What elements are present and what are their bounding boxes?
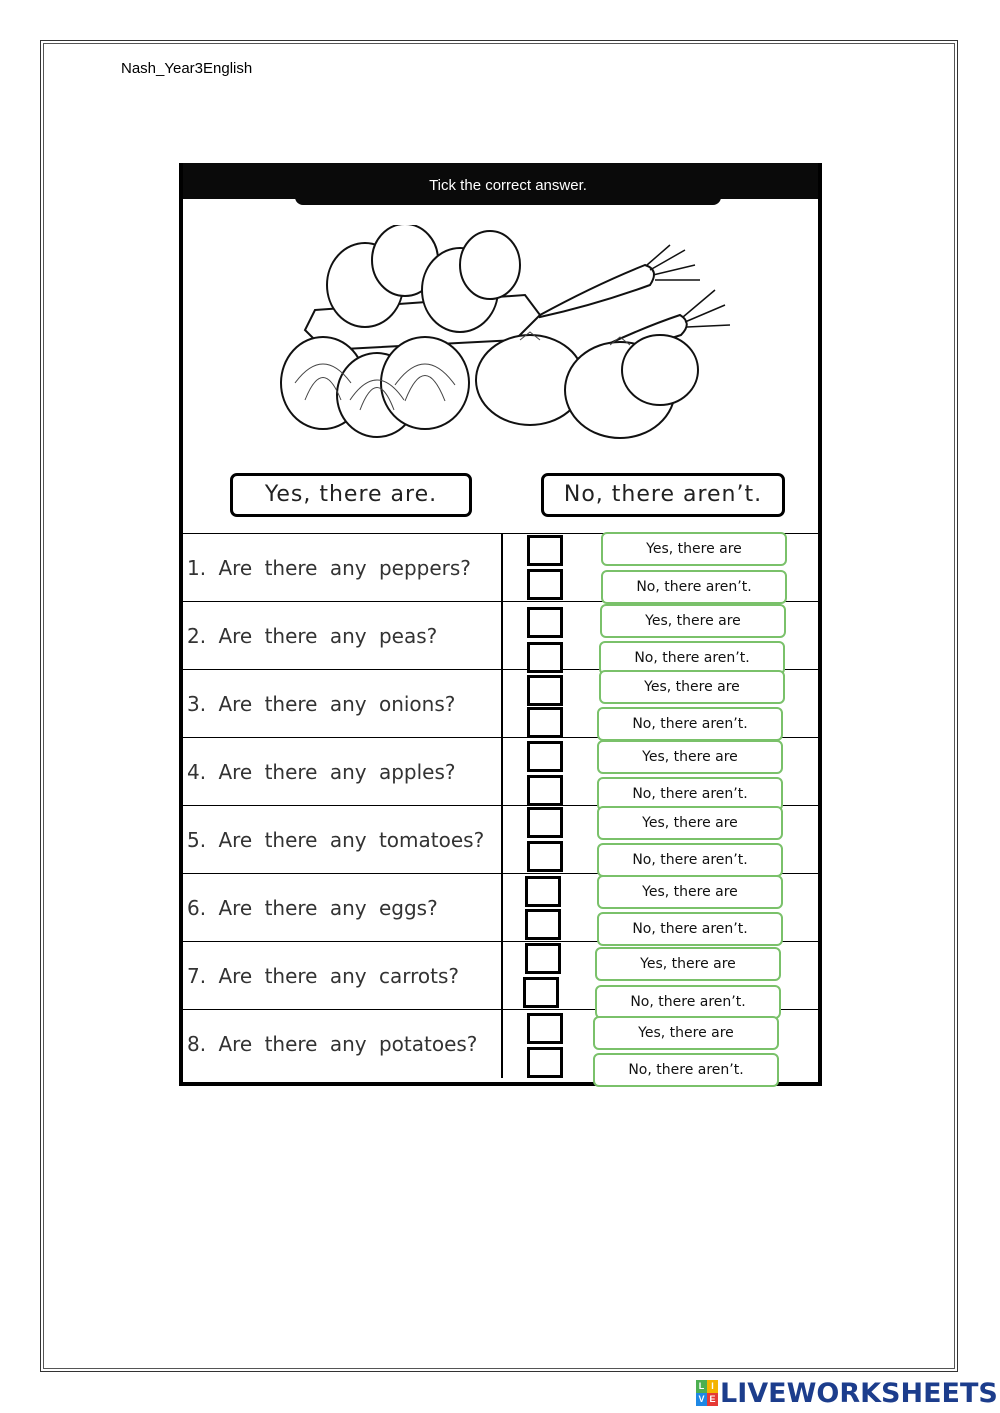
tick-box-no[interactable] (527, 775, 563, 806)
carrot (540, 265, 654, 317)
column-divider (501, 602, 503, 670)
tick-box-no[interactable] (527, 569, 563, 600)
legend-no: No, there aren’t. (541, 473, 785, 517)
tick-box-yes[interactable] (527, 741, 563, 772)
answer-no-button[interactable]: No, there aren’t. (599, 641, 785, 675)
tick-box-yes[interactable] (527, 675, 563, 706)
tick-box-yes[interactable] (527, 807, 563, 838)
liveworksheets-brand[interactable] (696, 1377, 998, 1409)
carrot-leaves (683, 290, 730, 327)
answer-no-button[interactable]: No, there aren’t. (597, 707, 783, 741)
liveworksheets-logo-icon: L I V E (696, 1380, 718, 1406)
vegetables-illustration (275, 225, 765, 445)
author-line: Nash_Year3English (121, 60, 253, 77)
tick-box-yes[interactable] (527, 607, 563, 638)
answer-yes-button[interactable]: Yes, there are (601, 532, 787, 566)
answer-yes-button[interactable]: Yes, there are (597, 875, 783, 909)
legend-yes: Yes, there are. (230, 473, 472, 517)
answer-no-button[interactable]: No, there aren’t. (601, 570, 787, 604)
answer-no-button[interactable]: No, there aren’t. (597, 777, 783, 811)
answer-no-button[interactable]: No, there aren’t. (595, 985, 781, 1019)
tick-box-no[interactable] (527, 1047, 563, 1078)
question-text: 5. Are there any tomatoes? (187, 828, 485, 852)
answer-no-button[interactable]: No, there aren’t. (597, 843, 783, 877)
question-text: 8. Are there any potatoes? (187, 1032, 478, 1056)
tick-box-yes[interactable] (527, 535, 563, 566)
tick-box-no[interactable] (527, 841, 563, 872)
column-divider (501, 806, 503, 874)
column-divider (501, 1010, 503, 1078)
tick-box-yes[interactable] (525, 943, 561, 974)
tick-box-yes[interactable] (527, 1013, 563, 1044)
answer-yes-button[interactable]: Yes, there are (593, 1016, 779, 1050)
tick-box-no[interactable] (525, 909, 561, 940)
question-text: 4. Are there any apples? (187, 760, 456, 784)
answer-no-button[interactable]: No, there aren’t. (597, 912, 783, 946)
column-divider (501, 670, 503, 738)
question-text: 3. Are there any onions? (187, 692, 456, 716)
column-divider (501, 942, 503, 1010)
tick-box-no[interactable] (523, 977, 559, 1008)
question-text: 2. Are there any peas? (187, 624, 438, 648)
question-text: 6. Are there any eggs? (187, 896, 438, 920)
column-divider (501, 738, 503, 806)
instruction-text: Tick the correct answer. (429, 177, 587, 194)
instruction-banner-tab (295, 193, 721, 205)
brand-text: LIVEWORKSHEETS (720, 1377, 998, 1409)
carrot-leaves (647, 245, 700, 280)
answer-yes-button[interactable]: Yes, there are (597, 740, 783, 774)
column-divider (501, 874, 503, 942)
answer-yes-button[interactable]: Yes, there are (597, 806, 783, 840)
answer-yes-button[interactable]: Yes, there are (600, 604, 786, 638)
tomato (622, 335, 698, 405)
onion (381, 337, 469, 429)
column-divider (501, 534, 503, 602)
question-text: 7. Are there any carrots? (187, 964, 459, 988)
answer-no-button[interactable]: No, there aren’t. (593, 1053, 779, 1087)
tick-box-yes[interactable] (525, 876, 561, 907)
question-text: 1. Are there any peppers? (187, 556, 471, 580)
answer-yes-button[interactable]: Yes, there are (599, 670, 785, 704)
answer-yes-button[interactable]: Yes, there are (595, 947, 781, 981)
egg (460, 231, 520, 299)
tick-box-no[interactable] (527, 707, 563, 738)
tick-box-no[interactable] (527, 642, 563, 673)
